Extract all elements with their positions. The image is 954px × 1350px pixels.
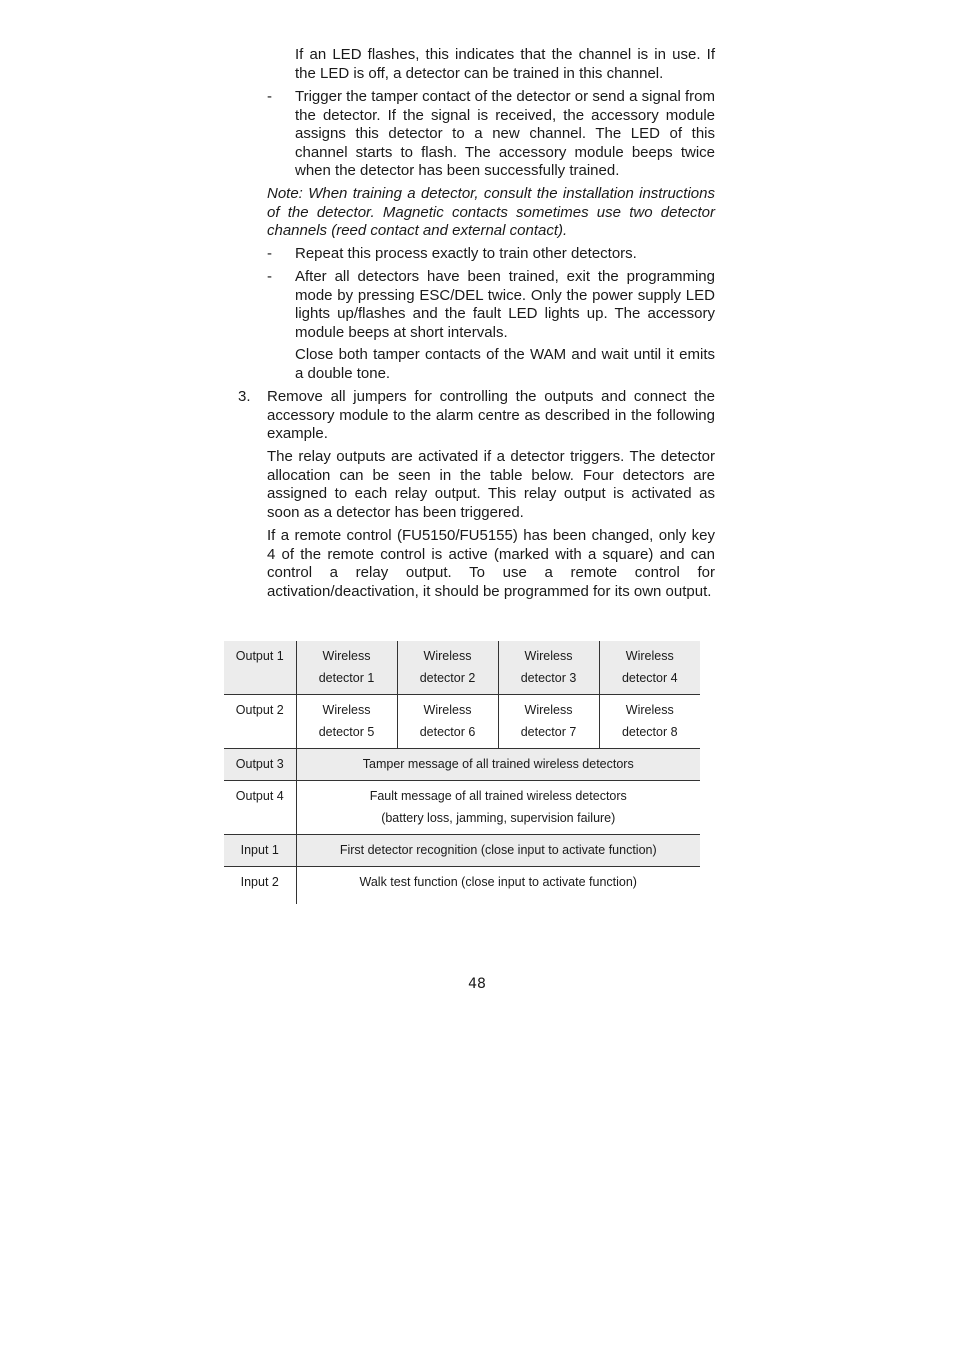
cell-line: detector 5 (318, 724, 375, 739)
cell-line: First detector recognition (close input to activate function) (339, 843, 657, 857)
table-cell (296, 695, 397, 749)
table-cell-span (296, 781, 700, 835)
cell-line: Wireless (524, 703, 573, 717)
remote-control-paragraph: If a remote control (FU5150/FU5155) has been changed, only key 4 of the remote control is active (marked with a square) and can control a relay output. To use a remote control for activation/deactivation, it should be programmed for its own output. (267, 527, 715, 600)
cell-line: detector 4 (621, 670, 678, 685)
row-label: Output 2 (224, 695, 296, 749)
row-label: Output 3 (224, 749, 296, 781)
relay-outputs-paragraph: The relay outputs are activated if a detector triggers. The detector allocation can be seen in the table below. Four detectors are assigned to each relay output. This relay output is activated as soon as a detector has been triggered. (267, 448, 715, 521)
cell-line: Wireless (423, 703, 472, 717)
table-cell (296, 641, 397, 695)
row-label: Output 1 (224, 641, 296, 695)
cell-line: Wireless (524, 649, 573, 663)
table-row (224, 781, 700, 835)
table-cell (599, 641, 700, 695)
table-cell-span (296, 867, 700, 905)
cell-line: detector 8 (621, 724, 678, 739)
table-cell-span (296, 835, 700, 867)
page-number: 48 (468, 976, 486, 992)
table-cell (599, 695, 700, 749)
cell-line: detector 2 (419, 670, 476, 685)
table-cell (498, 695, 599, 749)
close-contacts-paragraph: Close both tamper contacts of the WAM and wait until it emits a double tone. (295, 346, 715, 382)
cell-line: Wireless (625, 649, 674, 663)
cell-line: Wireless (423, 649, 472, 663)
cell-line: Wireless (322, 649, 371, 663)
table-row (224, 695, 700, 749)
led-note-paragraph: If an LED flashes, this indicates that the channel is in use. If the LED is off, a detector can be trained in this channel. (295, 46, 715, 82)
bullet-dash: - (267, 245, 272, 262)
cell-line: Fault message of all trained wireless detectors (369, 789, 627, 803)
cell-line: (battery loss, jamming, supervision failure) (381, 810, 616, 825)
cell-line: detector 1 (318, 670, 375, 685)
cell-line: Walk test function (close input to activate function) (359, 875, 637, 889)
table-row (224, 749, 700, 781)
table-cell (498, 641, 599, 695)
training-note-paragraph: Note: When training a detector, consult the installation instructions of the detector. Magnetic contacts sometimes use two detector channels (reed contact and external contact). (267, 185, 715, 239)
remove-jumpers-paragraph: Remove all jumpers for controlling the outputs and connect the accessory module to the alarm centre as described in the following example. (267, 388, 715, 442)
row-label: Output 4 (224, 781, 296, 835)
repeat-step-paragraph: Repeat this process exactly to train other detectors. (295, 245, 637, 262)
bullet-dash: - (267, 88, 272, 105)
cell-line: Wireless (625, 703, 674, 717)
table-row (224, 641, 700, 695)
cell-line: Tamper message of all trained wireless detectors (362, 757, 634, 771)
table-cell (397, 695, 498, 749)
table-row (224, 867, 700, 905)
exit-step-paragraph: After all detectors have been trained, exit the programming mode by pressing ESC/DEL twice. Only the power supply LED lights up/flashes and the fault LED lights up. The accessory module beeps at short intervals. (295, 268, 715, 341)
bullet-dash: - (267, 268, 272, 285)
table-cell (397, 641, 498, 695)
cell-line: detector 3 (520, 670, 577, 685)
trigger-step-paragraph: Trigger the tamper contact of the detector or send a signal from the detector. If the signal is received, the accessory module assigns this detector to a new channel. The LED of this channel starts to flash. The accessory module beeps twice when the detector has been successfully trained. (295, 88, 715, 179)
list-number-3: 3. (238, 388, 251, 405)
cell-line: detector 6 (419, 724, 476, 739)
cell-line: Wireless (322, 703, 371, 717)
row-label: Input 1 (224, 835, 296, 867)
cell-line: detector 7 (520, 724, 577, 739)
table-row (224, 835, 700, 867)
output-allocation-table (224, 641, 700, 904)
table-cell-span (296, 749, 700, 781)
row-label: Input 2 (224, 867, 296, 905)
